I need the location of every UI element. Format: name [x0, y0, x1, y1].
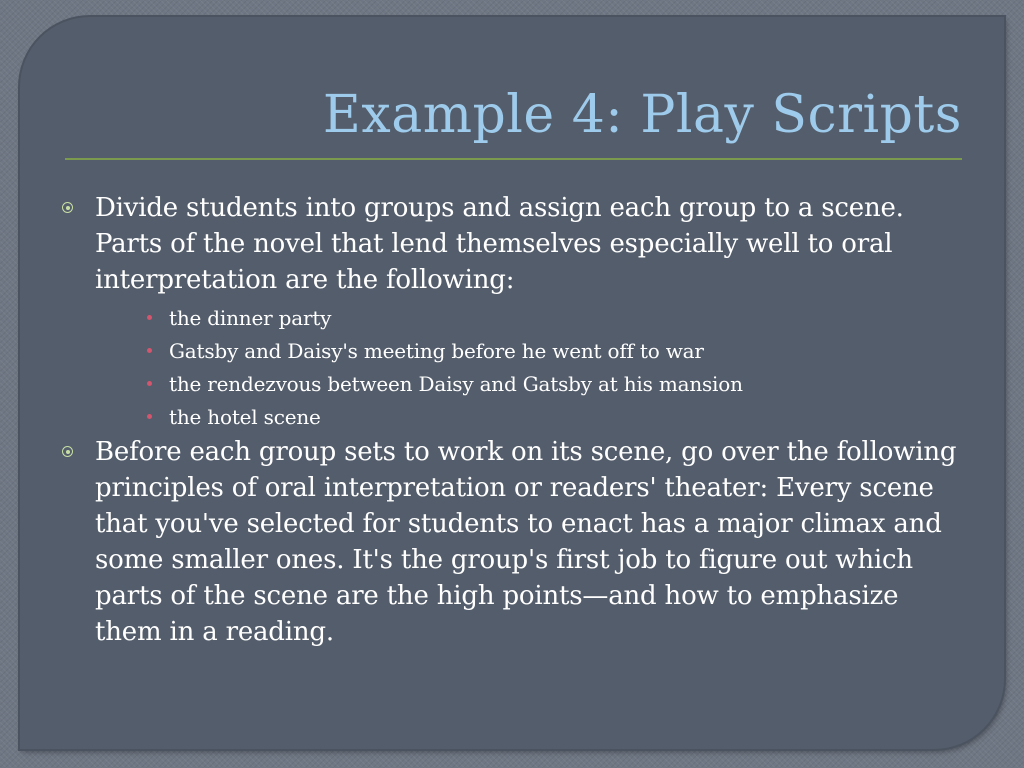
circle-dot-bullet-icon — [62, 446, 73, 457]
sub-bullet-text: Gatsby and Daisy's meeting before he went off to war — [169, 339, 704, 363]
dot-bullet-icon — [147, 315, 152, 320]
title-divider — [65, 158, 962, 160]
sub-bullet-item — [95, 368, 972, 401]
sub-bullet-text: the rendezvous between Daisy and Gatsby at his mansion — [169, 372, 743, 396]
dot-bullet-icon — [147, 414, 152, 419]
bullet-text: Divide students into groups and assign each group to a scene. Parts of the novel that lend themselves especially well to oral interpretation are the following: — [95, 193, 904, 295]
bullet-text: Before each group sets to work on its scene, go over the following principles of oral interpretation or readers' theater: Every scene that you've selected for students to enact has a major climax and some smaller ones. It's the group's first job to figure out which parts of the scene are the high points—and how to emphasize them in a reading. — [95, 437, 957, 647]
sub-bullet-text: the dinner party — [169, 306, 332, 330]
slide-content — [60, 190, 972, 650]
slide-title: Example 4: Play Scripts — [322, 85, 962, 145]
dot-bullet-icon — [147, 348, 152, 353]
sub-bullet-item — [95, 401, 972, 434]
bullet-item — [60, 434, 972, 650]
circle-dot-bullet-icon — [62, 202, 73, 213]
sub-bullet-list — [95, 302, 972, 434]
dot-bullet-icon — [147, 381, 152, 386]
sub-bullet-item — [95, 302, 972, 335]
bullet-item — [60, 190, 972, 434]
sub-bullet-text: the hotel scene — [169, 405, 321, 429]
sub-bullet-item — [95, 335, 972, 368]
